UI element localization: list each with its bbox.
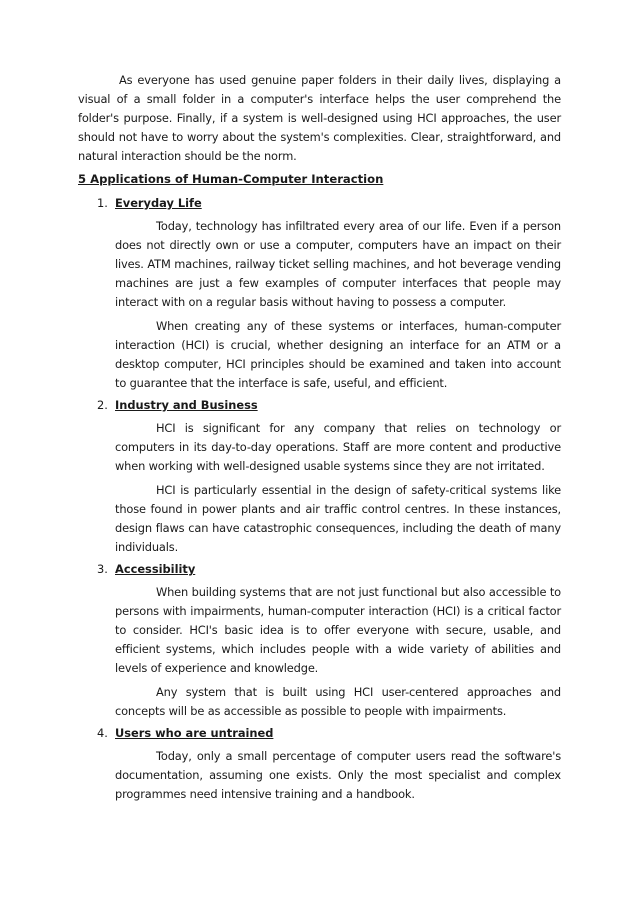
list-item-number: 4. [97,726,108,740]
list-item-accessibility [78,560,561,721]
list-item-number: 3. [97,562,108,576]
item-heading: Users who are untrained [115,726,274,740]
item-body [115,747,561,804]
item-body [115,419,561,557]
item-heading: Everyday Life [115,196,202,210]
item-paragraph: Any system that is built using HCI user-centered approaches and concepts will be as accessible as possible to people with impairments. [115,685,561,718]
list-item-number: 1. [97,196,108,210]
item-body [115,217,561,393]
intro-paragraph: As everyone has used genuine paper folders in their daily lives, displaying a visual of a small folder in a computer's interface helps the user comprehend the folder's purpose. Finally, if a system is well-designed using HCI approaches, the user should not have to worry about the system's complexities. Clear, straightforward, and natural interaction should be the norm. [78,73,561,163]
applications-list [78,194,561,804]
item-heading: Industry and Business [115,398,258,412]
item-paragraph: HCI is significant for any company that relies on technology or computers in its day-to-day operations. Staff are more content and productive when working with well-designed usable systems since they are not irritated. [115,421,561,473]
item-paragraph: When building systems that are not just functional but also accessible to persons with impairments, human-computer interaction (HCI) is a critical factor to consider. HCI's basic idea is to offer everyone with secure, usable, and efficient systems, which includes people with a wide variety of abilities and levels of experience and knowledge. [115,585,561,675]
document-page [78,71,561,807]
item-paragraph: HCI is particularly essential in the design of safety-critical systems like those found in power plants and air traffic control centres. In these instances, design flaws can have catastrophic consequences, including the death of many individuals. [115,483,561,554]
item-paragraph: When creating any of these systems or interfaces, human-computer interaction (HCI) is crucial, whether designing an interface for an ATM or a desktop computer, HCI principles should be examined and taken into account to guarantee that the interface is safe, useful, and efficient. [115,319,561,390]
section-heading: 5 Applications of Human-Computer Interaction [78,172,384,186]
list-item-industry-and-business [78,396,561,557]
list-item-untrained-users [78,724,561,804]
list-item-number: 2. [97,398,108,412]
item-paragraph: Today, technology has infiltrated every area of our life. Even if a person does not directly own or use a computer, computers have an impact on their lives. ATM machines, railway ticket selling machines, and hot beverage vending machines are just a few examples of computer interfaces that people may interact with on a regular basis without having to possess a computer. [115,219,561,309]
item-paragraph: Today, only a small percentage of computer users read the software's documentation, assuming one exists. Only the most specialist and complex programmes need intensive training and a handbook. [115,749,561,801]
item-heading: Accessibility [115,562,196,576]
list-item-everyday-life [78,194,561,393]
item-body [115,583,561,721]
